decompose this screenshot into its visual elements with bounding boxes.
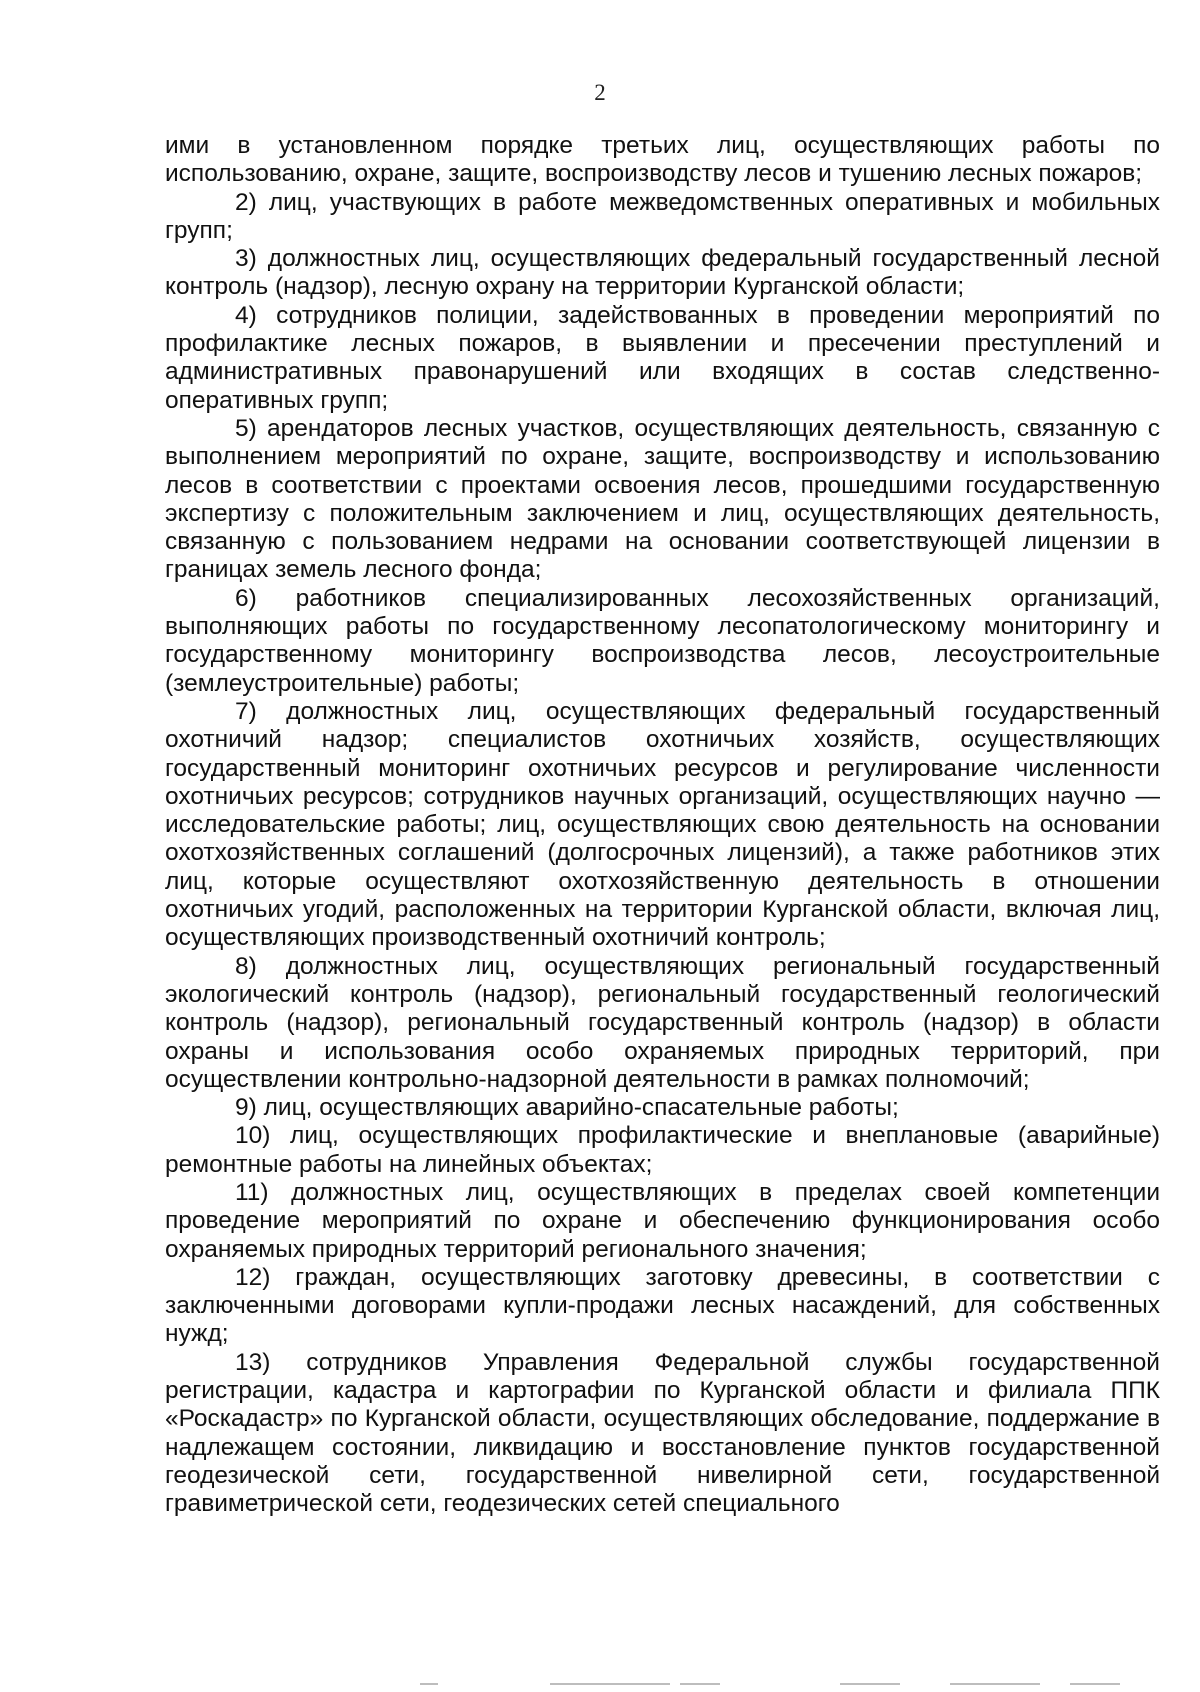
list-item-13: 13) сотрудников Управления Федеральной службы государственной регистрации, кадастра и картографии по Курганской области и филиала ППК «Роскадастр» по Курганской области, осуществляющих обследование, поддержание в надлежащем состоянии, ликвидацию и восстановление пунктов государственной геодезической сети, государственной нивелирной сети, государственной гравиметрической сети, геодезических сетей специального <box>165 1348 1160 1518</box>
list-item-12: 12) граждан, осуществляющих заготовку древесины, в соответствии с заключенными договорами купли-продажи лесных насаждений, для собственных нужд; <box>165 1263 1160 1348</box>
list-item-10: 10) лиц, осуществляющих профилактические и внеплановые (аварийные) ремонтные работы на линейных объектах; <box>165 1122 1160 1178</box>
list-item-11: 11) должностных лиц, осуществляющих в пределах своей компетенции проведение мероприятий по охране и обеспечению функционирования особо охраняемых природных территорий регионального значения; <box>165 1178 1160 1263</box>
document-body <box>165 132 1160 1519</box>
list-item-4: 4) сотрудников полиции, задействованных в проведении мероприятий по профилактике лесных пожаров, в выявлении и пресечении преступлений и административных правонарушений или входящих в состав следственно-оперативных групп; <box>165 301 1160 414</box>
list-item-8: 8) должностных лиц, осуществляющих региональный государственный экологический контроль (надзор), региональный государственный геологический контроль (надзор), региональный государственный контроль (надзор) в области охраны и использования особо охраняемых природных территорий, при осуществлении контрольно-надзорной деятельности в рамках полномочий; <box>165 952 1160 1093</box>
list-item-6: 6) работников специализированных лесохозяйственных организаций, выполняющих работы по государственному лесопатологическому мониторингу и государственному мониторингу воспроизводства лесов, лесоустроительные (землеустроительные) работы; <box>165 584 1160 697</box>
list-item-9: 9) лиц, осуществляющих аварийно-спасательные работы; <box>235 1094 899 1122</box>
scan-artifact-marks <box>420 1683 1140 1686</box>
list-item-3: 3) должностных лиц, осуществляющих федеральный государственный лесной контроль (надзор), лесную охрану на территории Курганской области; <box>165 245 1160 301</box>
list-item-7: 7) должностных лиц, осуществляющих федеральный государственный охотничий надзор; специалистов охотничьих хозяйств, осуществляющих государственный мониторинг охотничьих ресурсов и регулирование численности охотничьих ресурсов; сотрудников научных организаций, осуществляющих научно — исследовательские работы; лиц, осуществляющих свою деятельность на основании охотхозяйственных соглашений (долгосрочных лицензий), а также работников этих лиц, которые осуществляют охотхозяйственную деятельность в отношении охотничьих угодий, расположенных на территории Курганской области, включая лиц, осуществляющих производственный охотничий контроль; <box>165 697 1160 952</box>
list-item-5: 5) арендаторов лесных участков, осуществляющих деятельность, связанную с выполнением мероприятий по охране, защите, воспроизводству и использованию лесов в соответствии с проектами освоения лесов, прошедшими государственную экспертизу с положительным заключением и лиц, осуществляющих деятельность, связанную с пользованием недрами на основании соответствующей лицензии в границах земель лесного фонда; <box>165 414 1160 584</box>
list-item-2: 2) лиц, участвующих в работе межведомственных оперативных и мобильных групп; <box>165 188 1160 244</box>
paragraph-continuation: ими в установленном порядке третьих лиц, осуществляющих работы по использованию, охране, защите, воспроизводству лесов и тушению лесных пожаров; <box>165 132 1160 188</box>
page-number: 2 <box>594 80 606 105</box>
